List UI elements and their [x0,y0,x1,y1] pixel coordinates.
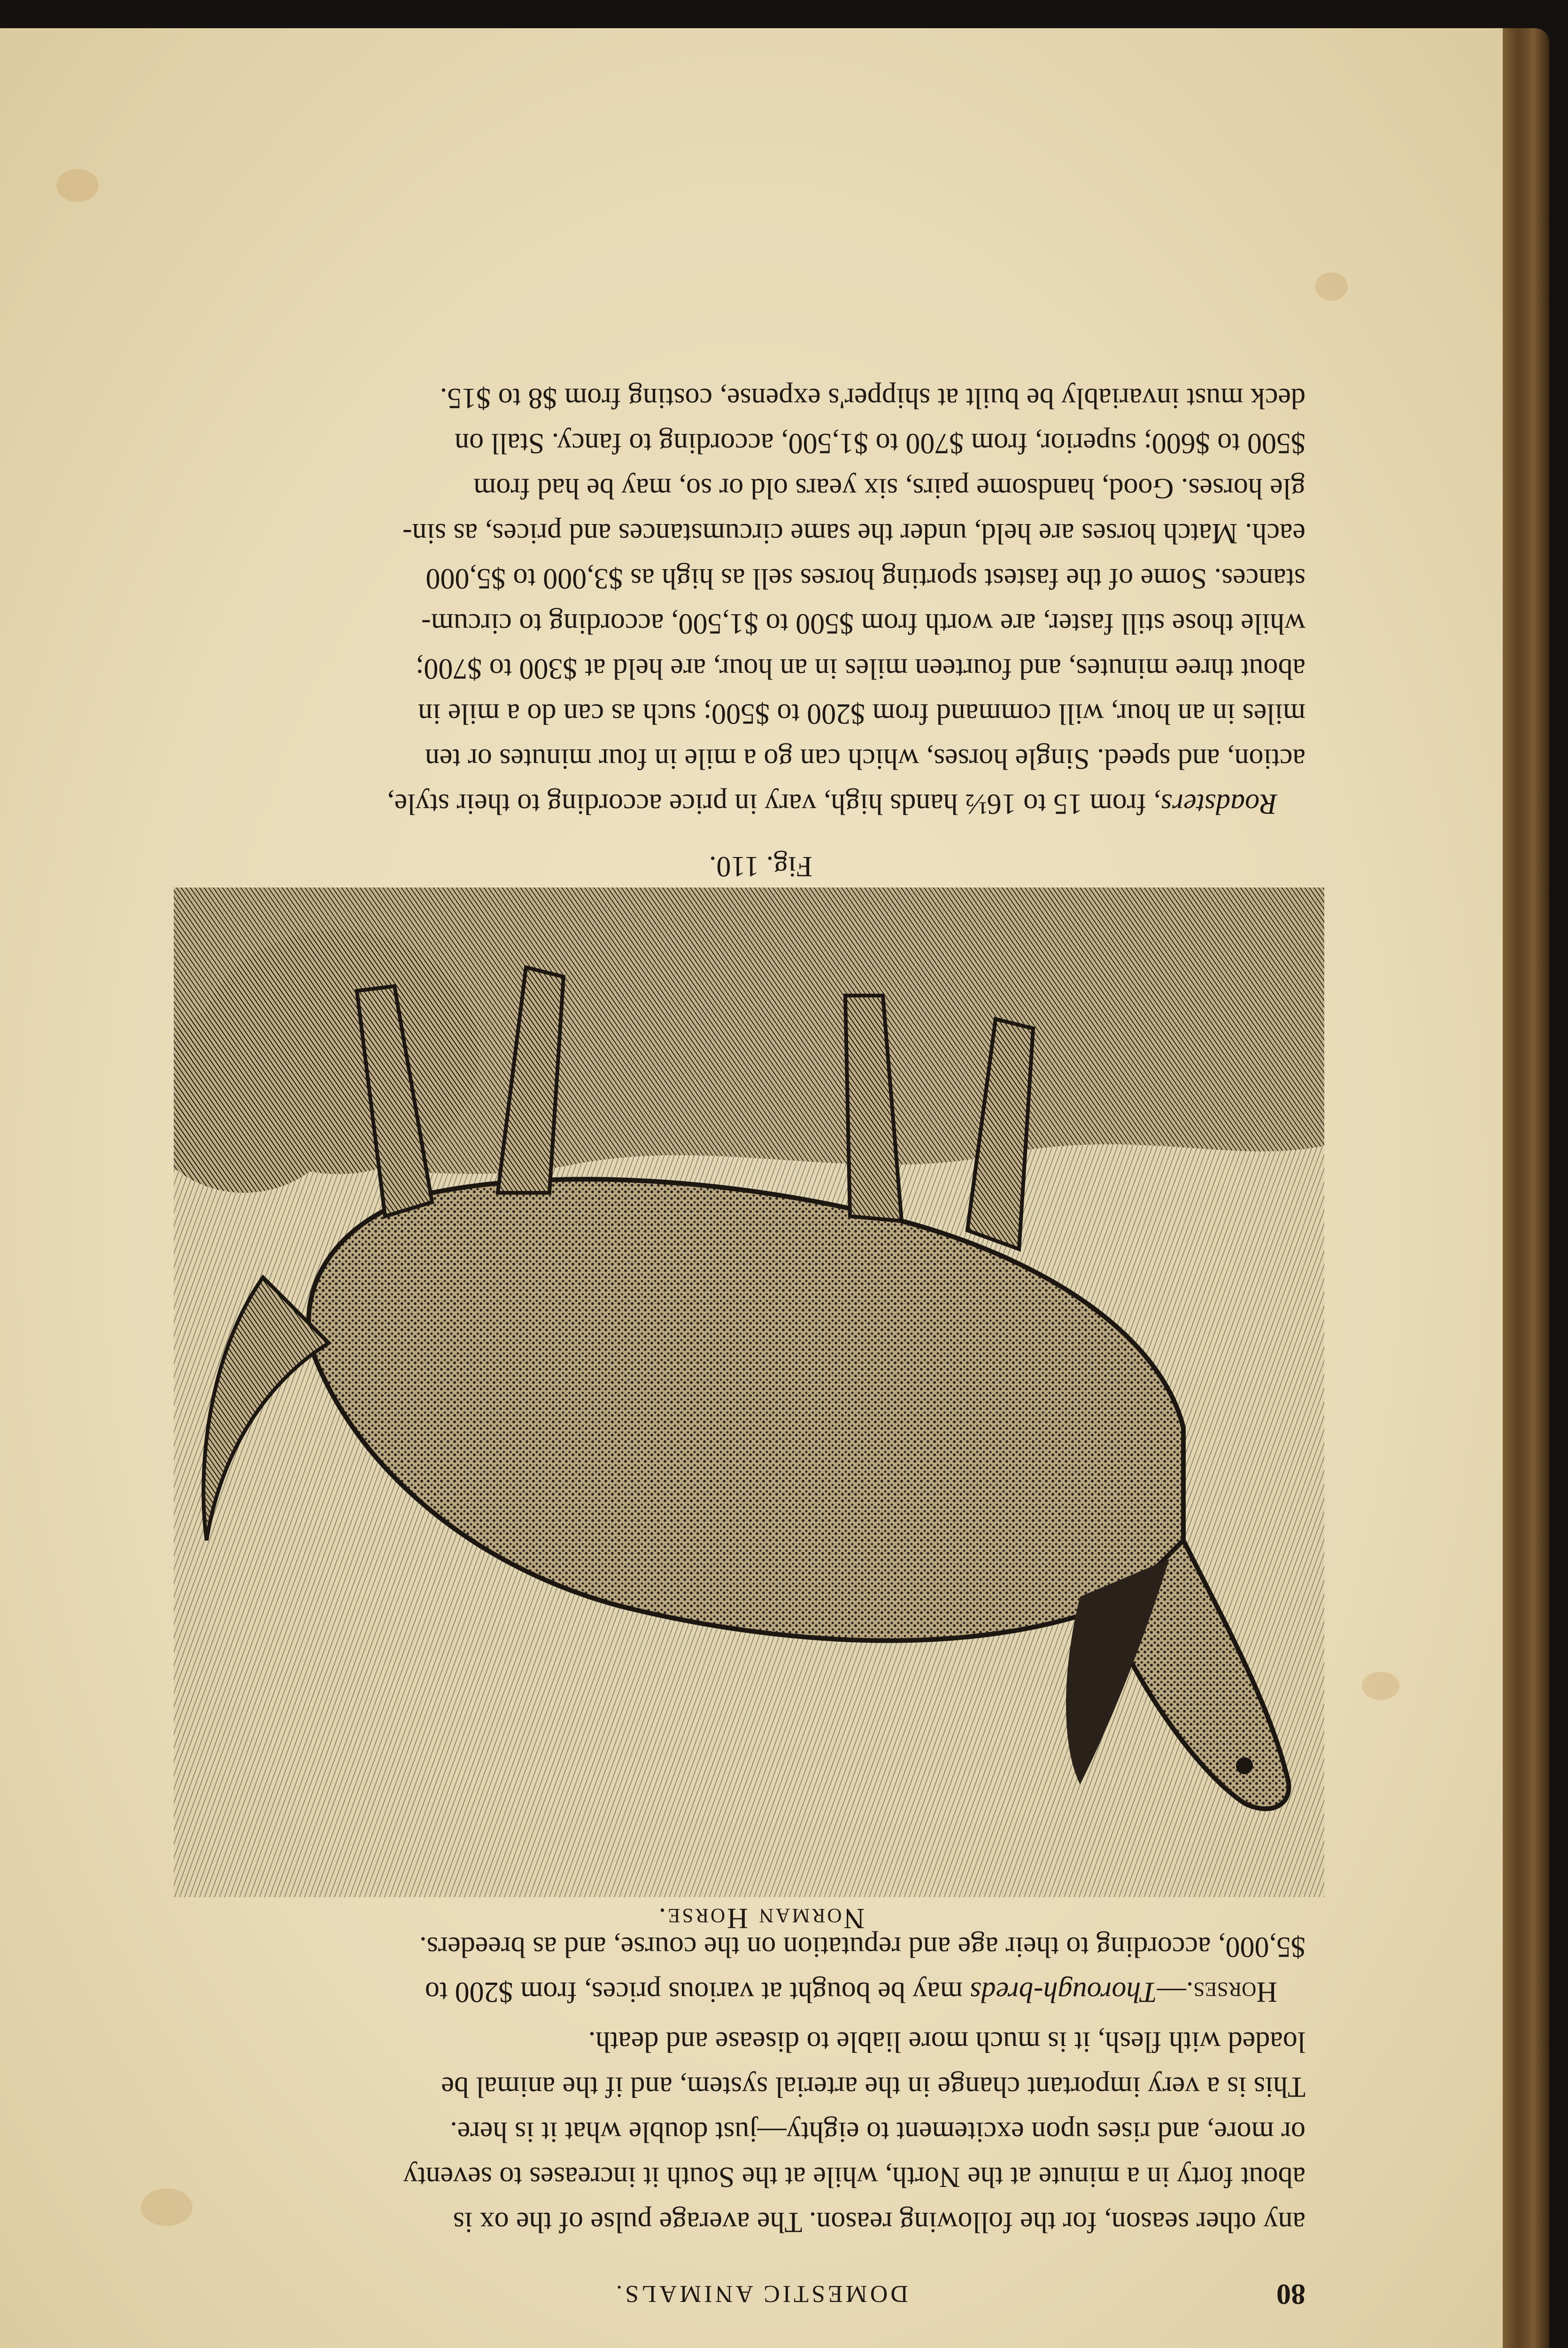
text-line [216,1970,1305,2015]
horses-paragraph [216,1924,1305,2015]
figure-number: Fig. 110. [709,850,812,882]
horses-italic: Thorough-breds [970,1976,1157,2008]
figure-caption: Norman Horse. [657,1902,865,1934]
running-head: DOMESTIC ANIMALS. [613,2280,908,2307]
page-header [216,2263,1305,2310]
roadsters-line1-rest: from 15 to 16½ hands high, vary in price according to their style, [387,788,1154,820]
text-line: gle horses. Good, handsome pairs, six years old or so, may be had from [473,472,1305,504]
top-paragraph [216,2019,1305,2245]
text-line: any other season, for the following reason. The average pulse of the ox is [453,2206,1305,2238]
text-line: deck must invariably be built at shipper's expense, costing from $8 to $15. [440,382,1305,414]
text-line: $5,000, according to their age and reputation on the course, and as breeders. [419,1931,1305,1963]
text-line: loaded with flesh, it is much more liable to disease and death. [588,2026,1305,2058]
text-line: $500 to $600; superior, from $700 to $1,500, according to fancy. Stall on [455,427,1305,459]
page-edges [1498,28,1549,2348]
text-line: while those still faster, are worth from $500 to $1,500, according to circum- [421,608,1305,640]
horses-line1-rest: may be bought at various prices, from $200 to [425,1976,970,2008]
text-line: miles in an hour, will command from $200 to $500; such as can do a mile in [418,698,1305,730]
text-line: stances. Some of the fastest sporting horses sell as high as $3,000 to $5,000 [425,563,1305,595]
norman-horse-engraving [174,888,1324,1897]
upside-down-content [0,28,1503,2348]
book-page [0,28,1503,2348]
text-line: This is a very important change in the arterial system, and if the animal be [441,2071,1305,2103]
page-number: 80 [1276,2278,1305,2310]
roadsters-paragraph [216,376,1305,826]
text-line: action, and speed. Single horses, which can go a mile in four minutes or ten [425,743,1305,775]
roadsters-italic: Roadsters, [1153,788,1277,820]
text-line: about forty in a minute at the North, while at the South it increases to seventy [403,2161,1305,2193]
horses-lead: Horses.— [1157,1976,1277,2008]
text-line: each. Match horses are held, under the same circumstances and prices, as sin- [402,517,1305,549]
horse-illustration [174,888,1324,1897]
text-line [216,781,1305,826]
text-line: about three minutes, and fourteen miles in an hour, are held at $300 to $700; [416,653,1305,685]
text-line: or more, and rises upon excitement to eighty—just double what it is here. [450,2116,1305,2148]
